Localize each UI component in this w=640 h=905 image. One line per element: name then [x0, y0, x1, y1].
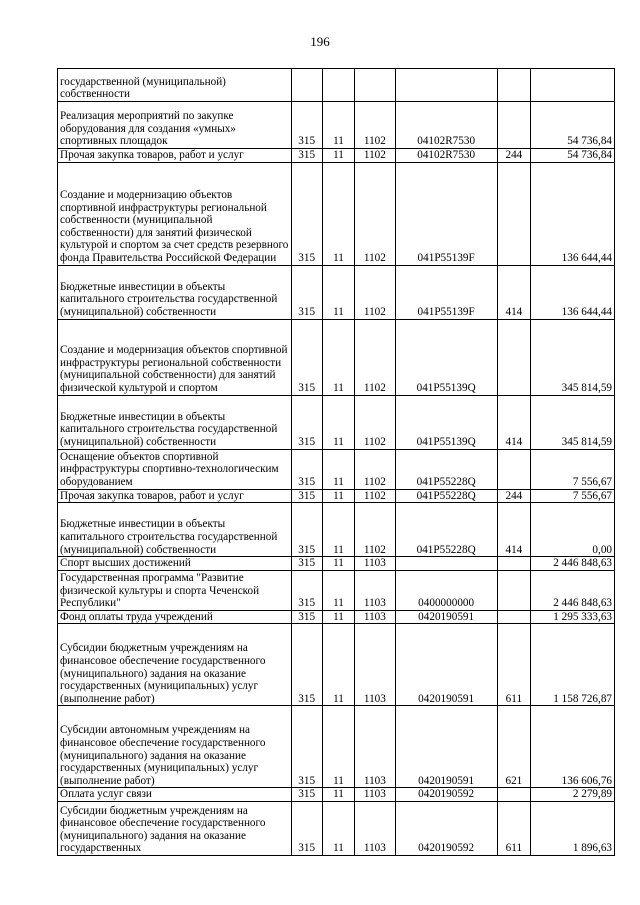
- row-section-cell: 11: [322, 788, 354, 802]
- row-name-cell: Фонд оплаты труда учреждений: [58, 610, 292, 624]
- row-amount-cell: 54 736,84: [531, 102, 615, 149]
- row-grbs-cell: 315: [291, 162, 322, 265]
- row-name-cell: Оплата услуг связи: [58, 788, 292, 802]
- row-subsection-cell: 1103: [355, 706, 395, 788]
- row-section-cell: 11: [322, 319, 354, 395]
- row-section-cell: 11: [322, 489, 354, 503]
- table-row: [58, 265, 615, 319]
- row-grbs-cell: 315: [291, 788, 322, 802]
- row-expense-type-cell: 621: [497, 706, 530, 788]
- row-section-cell: 11: [322, 801, 354, 855]
- table-row: [58, 624, 615, 706]
- row-amount-cell: 136 644,44: [531, 265, 615, 319]
- row-amount-cell: 345 814,59: [531, 395, 615, 449]
- row-section-cell: 11: [322, 610, 354, 624]
- row-expense-type-cell: [497, 449, 530, 489]
- row-subsection-cell: 1102: [355, 503, 395, 557]
- row-amount-cell: 1 295 333,63: [531, 610, 615, 624]
- row-amount-cell: 345 814,59: [531, 319, 615, 395]
- row-name-cell: Бюджетные инвестиции в объекты капитального строительства государственной (муниципальной) собственности: [58, 395, 292, 449]
- row-grbs-cell: 315: [291, 610, 322, 624]
- row-grbs-cell: 315: [291, 489, 322, 503]
- row-section-cell: 11: [322, 149, 354, 163]
- row-name-cell: Создание и модернизацию объектов спортивной инфраструктуры региональной собственности (муниципальной собственности) для занятий физической культурой и спортом за счет средств резервного фонда Правительства Российской Федерации: [58, 162, 292, 265]
- row-subsection-cell: [355, 69, 395, 102]
- row-target-article-cell: 041P55139Q: [395, 395, 497, 449]
- row-grbs-cell: 315: [291, 102, 322, 149]
- row-subsection-cell: 1102: [355, 489, 395, 503]
- table-row: [58, 570, 615, 610]
- row-grbs-cell: 315: [291, 449, 322, 489]
- row-target-article-cell: [395, 557, 497, 571]
- row-amount-cell: 54 736,84: [531, 149, 615, 163]
- row-section-cell: 11: [322, 395, 354, 449]
- page-number: 196: [310, 34, 330, 49]
- table-row: [58, 69, 615, 102]
- budget-table: [57, 68, 615, 856]
- row-grbs-cell: 315: [291, 265, 322, 319]
- table-row: [58, 503, 615, 557]
- row-expense-type-cell: [497, 102, 530, 149]
- row-subsection-cell: 1102: [355, 319, 395, 395]
- row-name-cell: Оснащение объектов спортивной инфраструктуры спортивно-технологическим оборудованием: [58, 449, 292, 489]
- row-target-article-cell: 041P55228Q: [395, 489, 497, 503]
- row-subsection-cell: 1102: [355, 102, 395, 149]
- row-expense-type-cell: [497, 319, 530, 395]
- row-name-cell: Субсидии бюджетным учреждениям на финансовое обеспечение государственного (муниципального) задания на оказание государственных (муниципальных) услуг (выполнение работ): [58, 624, 292, 706]
- row-section-cell: 11: [322, 503, 354, 557]
- row-name-cell: Спорт высших достижений: [58, 557, 292, 571]
- row-amount-cell: 136 644,44: [531, 162, 615, 265]
- table-row: [58, 102, 615, 149]
- row-grbs-cell: 315: [291, 149, 322, 163]
- row-amount-cell: 1 896,63: [531, 801, 615, 855]
- row-target-article-cell: [395, 69, 497, 102]
- row-amount-cell: [531, 69, 615, 102]
- row-target-article-cell: 0420190591: [395, 706, 497, 788]
- row-expense-type-cell: 244: [497, 149, 530, 163]
- row-expense-type-cell: [497, 69, 530, 102]
- row-target-article-cell: 0400000000: [395, 570, 497, 610]
- row-target-article-cell: 0420190592: [395, 801, 497, 855]
- row-expense-type-cell: [497, 788, 530, 802]
- row-target-article-cell: 041P55139Q: [395, 319, 497, 395]
- row-section-cell: 11: [322, 102, 354, 149]
- row-grbs-cell: 315: [291, 624, 322, 706]
- row-section-cell: 11: [322, 706, 354, 788]
- row-amount-cell: 2 279,89: [531, 788, 615, 802]
- row-name-cell: Бюджетные инвестиции в объекты капитального строительства государственной (муниципальной) собственности: [58, 265, 292, 319]
- table-row: [58, 801, 615, 855]
- row-expense-type-cell: [497, 610, 530, 624]
- row-target-article-cell: 0420190591: [395, 610, 497, 624]
- table-row: [58, 162, 615, 265]
- row-expense-type-cell: 414: [497, 395, 530, 449]
- row-grbs-cell: 315: [291, 503, 322, 557]
- row-name-cell: Субсидии автономным учреждениям на финансовое обеспечение государственного (муниципального) задания на оказание государственных (муниципальных) услуг (выполнение работ): [58, 706, 292, 788]
- row-expense-type-cell: [497, 557, 530, 571]
- row-subsection-cell: 1102: [355, 449, 395, 489]
- row-subsection-cell: 1102: [355, 395, 395, 449]
- row-subsection-cell: 1103: [355, 801, 395, 855]
- table-row: [58, 449, 615, 489]
- row-section-cell: 11: [322, 624, 354, 706]
- row-target-article-cell: 041P55228Q: [395, 503, 497, 557]
- row-target-article-cell: 04102R7530: [395, 102, 497, 149]
- row-section-cell: 11: [322, 557, 354, 571]
- table-row: [58, 319, 615, 395]
- row-subsection-cell: 1103: [355, 624, 395, 706]
- row-grbs-cell: 315: [291, 570, 322, 610]
- row-expense-type-cell: 244: [497, 489, 530, 503]
- row-section-cell: 11: [322, 449, 354, 489]
- row-expense-type-cell: [497, 162, 530, 265]
- row-grbs-cell: 315: [291, 557, 322, 571]
- row-subsection-cell: 1103: [355, 610, 395, 624]
- row-target-article-cell: 04102R7530: [395, 149, 497, 163]
- row-expense-type-cell: [497, 570, 530, 610]
- row-subsection-cell: 1102: [355, 149, 395, 163]
- row-grbs-cell: 315: [291, 319, 322, 395]
- row-target-article-cell: 041P55139F: [395, 265, 497, 319]
- row-name-cell: государственной (муниципальной) собственности: [58, 69, 292, 102]
- table-row: [58, 706, 615, 788]
- table-row: [58, 149, 615, 163]
- row-section-cell: [322, 69, 354, 102]
- row-target-article-cell: 041P55228Q: [395, 449, 497, 489]
- row-grbs-cell: 315: [291, 395, 322, 449]
- row-target-article-cell: 0420190592: [395, 788, 497, 802]
- table-row: [58, 395, 615, 449]
- row-name-cell: Прочая закупка товаров, работ и услуг: [58, 489, 292, 503]
- row-subsection-cell: 1102: [355, 265, 395, 319]
- row-grbs-cell: 315: [291, 801, 322, 855]
- row-amount-cell: 0,00: [531, 503, 615, 557]
- row-grbs-cell: [291, 69, 322, 102]
- row-grbs-cell: 315: [291, 706, 322, 788]
- row-name-cell: Создание и модернизация объектов спортивной инфраструктуры региональной собственности (муниципальной собственности) для занятий физической культурой и спортом: [58, 319, 292, 395]
- table-row: [58, 557, 615, 571]
- row-amount-cell: 7 556,67: [531, 449, 615, 489]
- table-row: [58, 788, 615, 802]
- row-name-cell: Государственная программа "Развитие физической культуры и спорта Чеченской Республики": [58, 570, 292, 610]
- table-row: [58, 610, 615, 624]
- row-amount-cell: 1 158 726,87: [531, 624, 615, 706]
- row-name-cell: Бюджетные инвестиции в объекты капитального строительства государственной (муниципальной) собственности: [58, 503, 292, 557]
- row-section-cell: 11: [322, 265, 354, 319]
- row-name-cell: Прочая закупка товаров, работ и услуг: [58, 149, 292, 163]
- row-target-article-cell: 041P55139F: [395, 162, 497, 265]
- row-expense-type-cell: 414: [497, 265, 530, 319]
- row-subsection-cell: 1103: [355, 557, 395, 571]
- row-name-cell: Реализация мероприятий по закупке оборудования для создания «умных» спортивных площадок: [58, 102, 292, 149]
- row-subsection-cell: 1102: [355, 162, 395, 265]
- row-section-cell: 11: [322, 162, 354, 265]
- row-subsection-cell: 1103: [355, 570, 395, 610]
- row-expense-type-cell: 611: [497, 624, 530, 706]
- row-amount-cell: 2 446 848,63: [531, 557, 615, 571]
- row-expense-type-cell: 611: [497, 801, 530, 855]
- row-subsection-cell: 1103: [355, 788, 395, 802]
- table-body: [58, 69, 615, 856]
- row-section-cell: 11: [322, 570, 354, 610]
- row-name-cell: Субсидии бюджетным учреждениям на финансовое обеспечение государственного (муниципального) задания на оказание государственных: [58, 801, 292, 855]
- row-target-article-cell: 0420190591: [395, 624, 497, 706]
- row-amount-cell: 2 446 848,63: [531, 570, 615, 610]
- row-amount-cell: 136 606,76: [531, 706, 615, 788]
- row-amount-cell: 7 556,67: [531, 489, 615, 503]
- table-row: [58, 489, 615, 503]
- row-expense-type-cell: 414: [497, 503, 530, 557]
